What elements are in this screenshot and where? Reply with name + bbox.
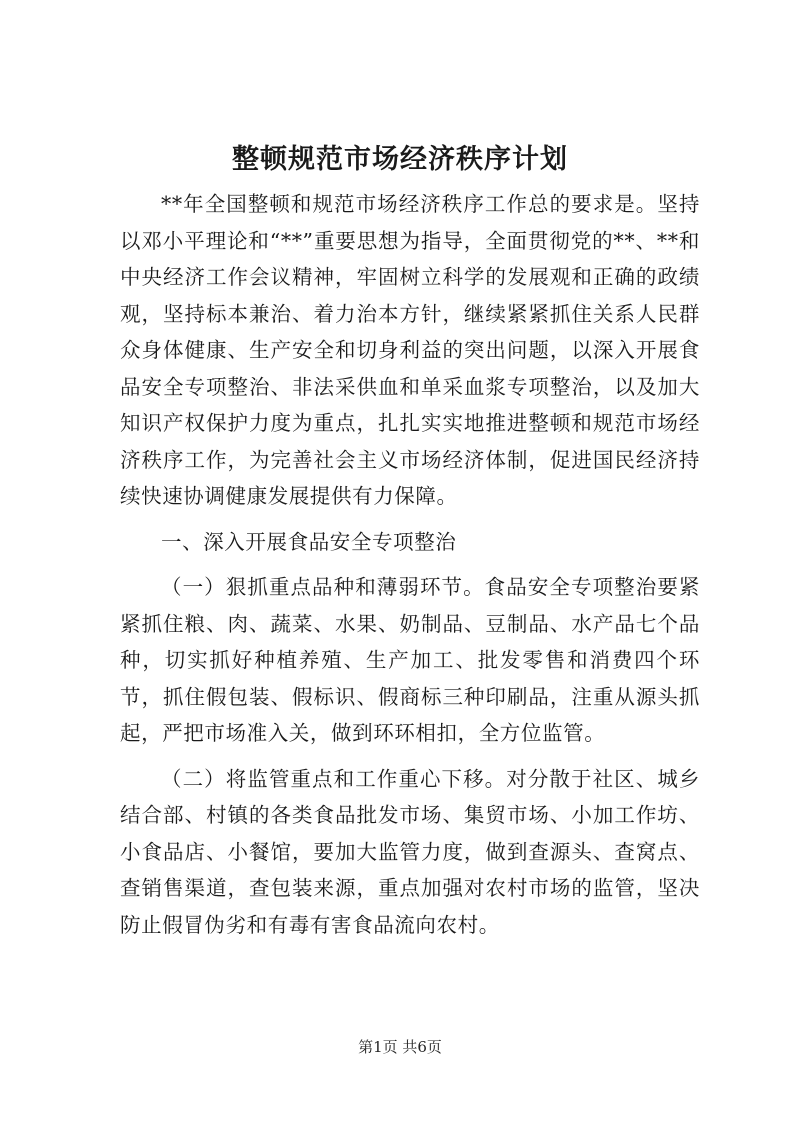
section-heading-food-safety: 一、深入开展食品安全专项整治 — [161, 529, 457, 554]
subsection-paragraph-2: （二）将监管重点和工作重心下移。对分散于社区、城乡结合部、村镇的各类食品批发市场、集贸市场、小加工作坊、小食品店、小餐馆，要加大监管力度，做到查源头、查窝点、查销售渠道，查包装来源，重点加强对农村市场的监管，坚决防止假冒伪劣和有毒有害食品流向农村。 — [120, 766, 700, 937]
intro-paragraph: **年全国整顿和规范市场经济秩序工作总的要求是。坚持以邓小平理论和“**”重要思想为指导，全面贯彻党的**、**和中央经济工作会议精神，牢固树立科学的发展观和正确的政绩观，坚持标本兼治、着力治本方针，继续紧紧抓住关系人民群众身体健康、生产安全和切身利益的突出问题，以深入开展食品安全专项整治、非法采供血和单采血浆专项整治，以及加大知识产权保护力度为重点，扎扎实实地推进整顿和规范市场经济秩序工作，为完善社会主义市场经济体制，促进国民经济持续快速协调健康发展提供有力保障。 — [120, 192, 700, 508]
subsection-paragraph-1: （一）狠抓重点品种和薄弱环节。食品安全专项整治要紧紧抓住粮、肉、蔬菜、水果、奶制品、豆制品、水产品七个品种，切实抓好种植养殖、生产加工、批发零售和消费四个环节，抓住假包装、假标识、假商标三种印刷品，注重从源头抓起，严把市场准入关，做到环环相扣，全方位监管。 — [120, 575, 700, 745]
document-title: 整顿规范市场经济秩序计划 — [232, 144, 568, 175]
page-number-footer: 第1页 共6页 — [358, 1038, 442, 1056]
document-body — [120, 186, 700, 943]
